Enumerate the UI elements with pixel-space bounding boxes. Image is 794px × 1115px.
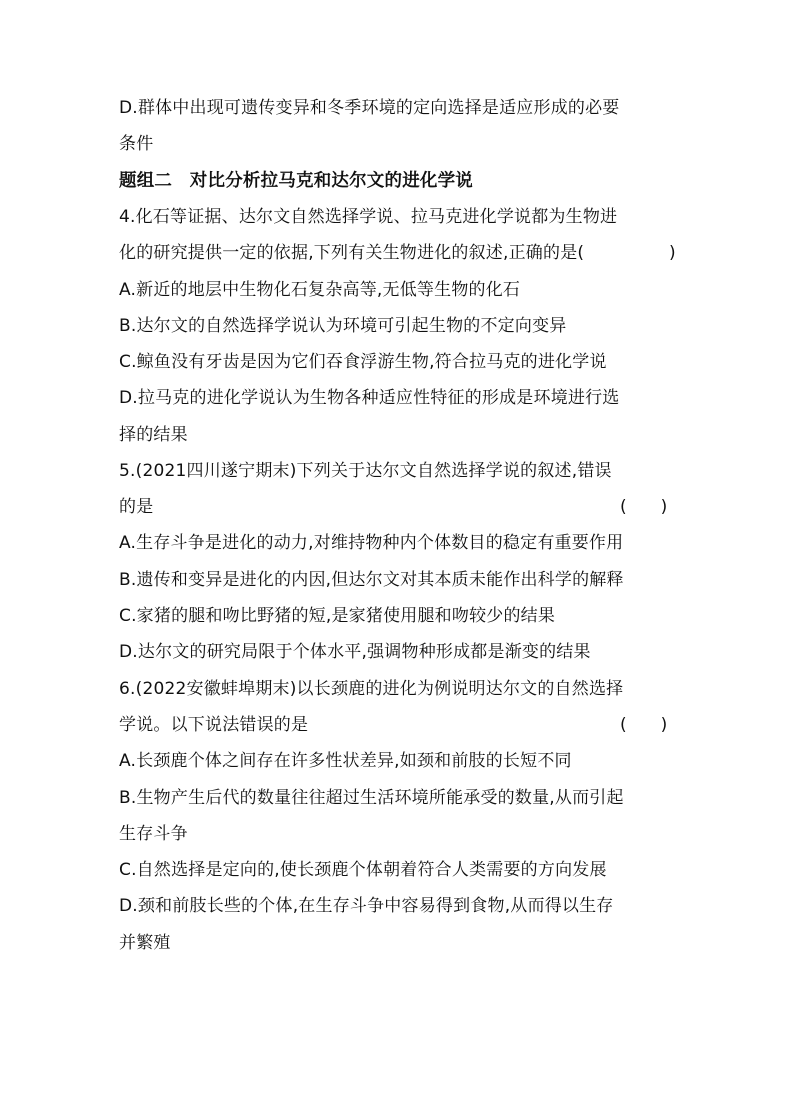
q3-option-d-line1: D.群体中出现可遗传变异和冬季环境的定向选择是适应形成的必要 (119, 98, 620, 118)
q5-option-c: C.家猪的腿和吻比野猪的短,是家猪使用腿和吻较少的结果 (119, 606, 556, 626)
q5-stem-line2: 的是 (119, 497, 154, 517)
q4-option-d-line1: D.拉马克的进化学说认为生物各种适应性特征的形成是环境进行选 (119, 388, 620, 408)
q6-answer-paren: ( ) (620, 715, 668, 735)
q5-answer-paren: ( ) (620, 497, 668, 517)
section-heading: 题组二 对比分析拉马克和达尔文的进化学说 (119, 171, 473, 191)
q6-option-b-line1: B.生物产生后代的数量往往超过生活环境所能承受的数量,从而引起 (119, 788, 624, 808)
q4-stem-line2: 化的研究提供一定的依据,下列有关生物进化的叙述,正确的是( (119, 243, 585, 263)
q6-option-a: A.长颈鹿个体之间存在许多性状差异,如颈和前肢的长短不同 (119, 751, 572, 771)
q6-option-b-line2: 生存斗争 (119, 824, 188, 844)
q4-option-c: C.鲸鱼没有牙齿是因为它们吞食浮游生物,符合拉马克的进化学说 (119, 352, 607, 372)
q6-stem-line1: 6.(2022安徽蚌埠期末)以长颈鹿的进化为例说明达尔文的自然选择 (119, 679, 624, 699)
q5-option-a: A.生存斗争是进化的动力,对维持物种内个体数目的稳定有重要作用 (119, 533, 624, 553)
q3-option-d-line2: 条件 (119, 134, 154, 154)
q5-option-b: B.遗传和变异是进化的内因,但达尔文对其本质未能作出科学的解释 (119, 570, 624, 590)
q5-option-d: D.达尔文的研究局限于个体水平,强调物种形成都是渐变的结果 (119, 642, 591, 662)
q4-option-b: B.达尔文的自然选择学说认为环境可引起生物的不定向变异 (119, 316, 567, 336)
q4-stem-line1: 4.化石等证据、达尔文自然选择学说、拉马克进化学说都为生物进 (119, 207, 618, 227)
q4-answer-paren: ) (669, 243, 676, 263)
q6-option-c: C.自然选择是定向的,使长颈鹿个体朝着符合人类需要的方向发展 (119, 860, 607, 880)
q4-option-a: A.新近的地层中生物化石复杂高等,无低等生物的化石 (119, 280, 521, 300)
q5-stem-line1: 5.(2021四川遂宁期末)下列关于达尔文自然选择学说的叙述,错误 (119, 461, 612, 481)
q6-option-d-line1: D.颈和前肢长些的个体,在生存斗争中容易得到食物,从而得以生存 (119, 896, 614, 916)
q6-option-d-line2: 并繁殖 (119, 933, 171, 953)
q4-option-d-line2: 择的结果 (119, 425, 188, 445)
q6-stem-line2: 学说。以下说法错误的是 (119, 715, 309, 735)
